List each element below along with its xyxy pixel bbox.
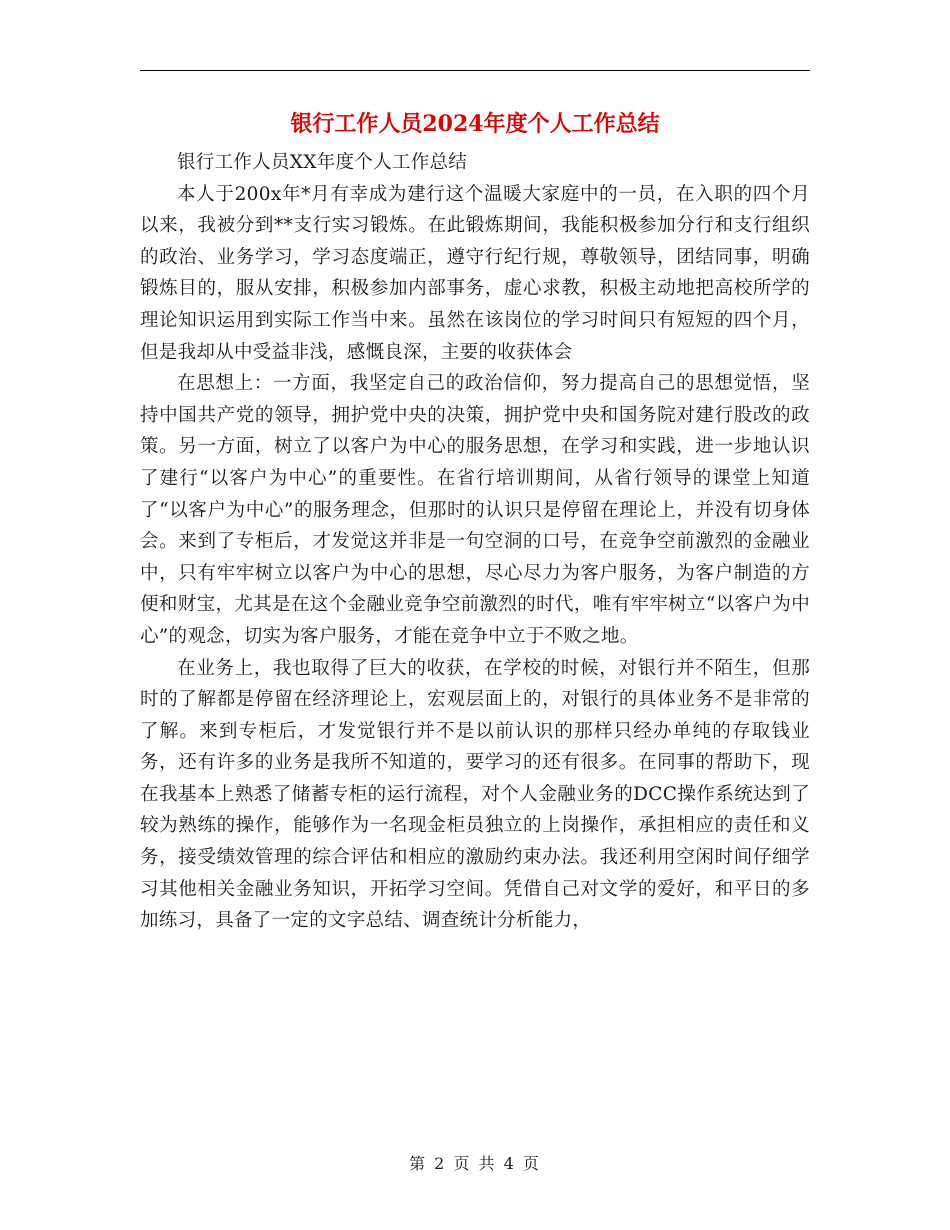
page-number: 第 2 页 共 4 页 — [409, 1154, 541, 1173]
business-paragraph: 在业务上，我也取得了巨大的收获，在学校的时候，对银行并不陌生，但那时的了解都是停留在经济理论上，宏观层面上的，对银行的具体业务不是非常的了解。来到专柜后，才发觉银行并不是以前认识的那样只经办单纯的存取钱业务，还有许多的业务是我所不知道的，要学习的还有很多。在同事的帮助下，现在我基本上熟悉了储蓄专柜的运行流程，对个人金融业务的DCC操作系统达到了较为熟练的操作，能够作为一名现金柜员独立的上岗操作，承担相应的责任和义务，接受绩效管理的综合评估和相应的激励约束办法。我还利用空闲时间仔细学习其他相关金融业务知识，开拓学习空间。凭借自己对文学的爱好，和平日的多加练习，具备了一定的文字总结、调查统计分析能力， — [140, 657, 810, 932]
document-title: 银行工作人员2024年度个人工作总结 — [290, 111, 660, 137]
intro-paragraph: 本人于200x年*月有幸成为建行这个温暖大家庭中的一员，在入职的四个月以来，我被分到**支行实习锻炼。在此锻炼期间，我能积极参加分行和支行组织的政治、业务学习，学习态度端正，遵守行纪行规，尊敬领导，团结同事，明确锻炼目的，服从安排，积极参加内部事务，虚心求教，积极主动地把高校所学的理论知识运用到实际工作当中来。虽然在该岗位的学习时间只有短短的四个月，但是我却从中受益非浅，感慨良深，主要的收获体会 — [140, 183, 810, 363]
header-rule — [140, 70, 810, 71]
document-body — [140, 147, 810, 937]
subtitle-paragraph: 银行工作人员XX年度个人工作总结 — [177, 152, 468, 173]
ideology-paragraph: 在思想上：一方面，我坚定自己的政治信仰，努力提高自己的思想觉悟，坚持中国共产党的领导，拥护党中央的决策，拥护党中央和国务院对建行股改的政策。另一方面，树立了以客户为中心的服务思想，在学习和实践，进一步地认识了建行“以客户为中心”的重要性。在省行培训期间，从省行领导的课堂上知道了“以客户为中心”的服务理念，但那时的认识只是停留在理论上，并没有切身体会。来到了专柜后，才发觉这并非是一句空洞的口号，在竞争空前激烈的金融业中，只有牢牢树立以客户为中心的思想，尽心尽力为客户服务，为客户制造的方便和财宝，尤其是在这个金融业竞争空前激烈的时代，唯有牢牢树立“以客户为中心”的观念，切实为客户服务，才能在竞争中立于不败之地。 — [140, 373, 810, 647]
